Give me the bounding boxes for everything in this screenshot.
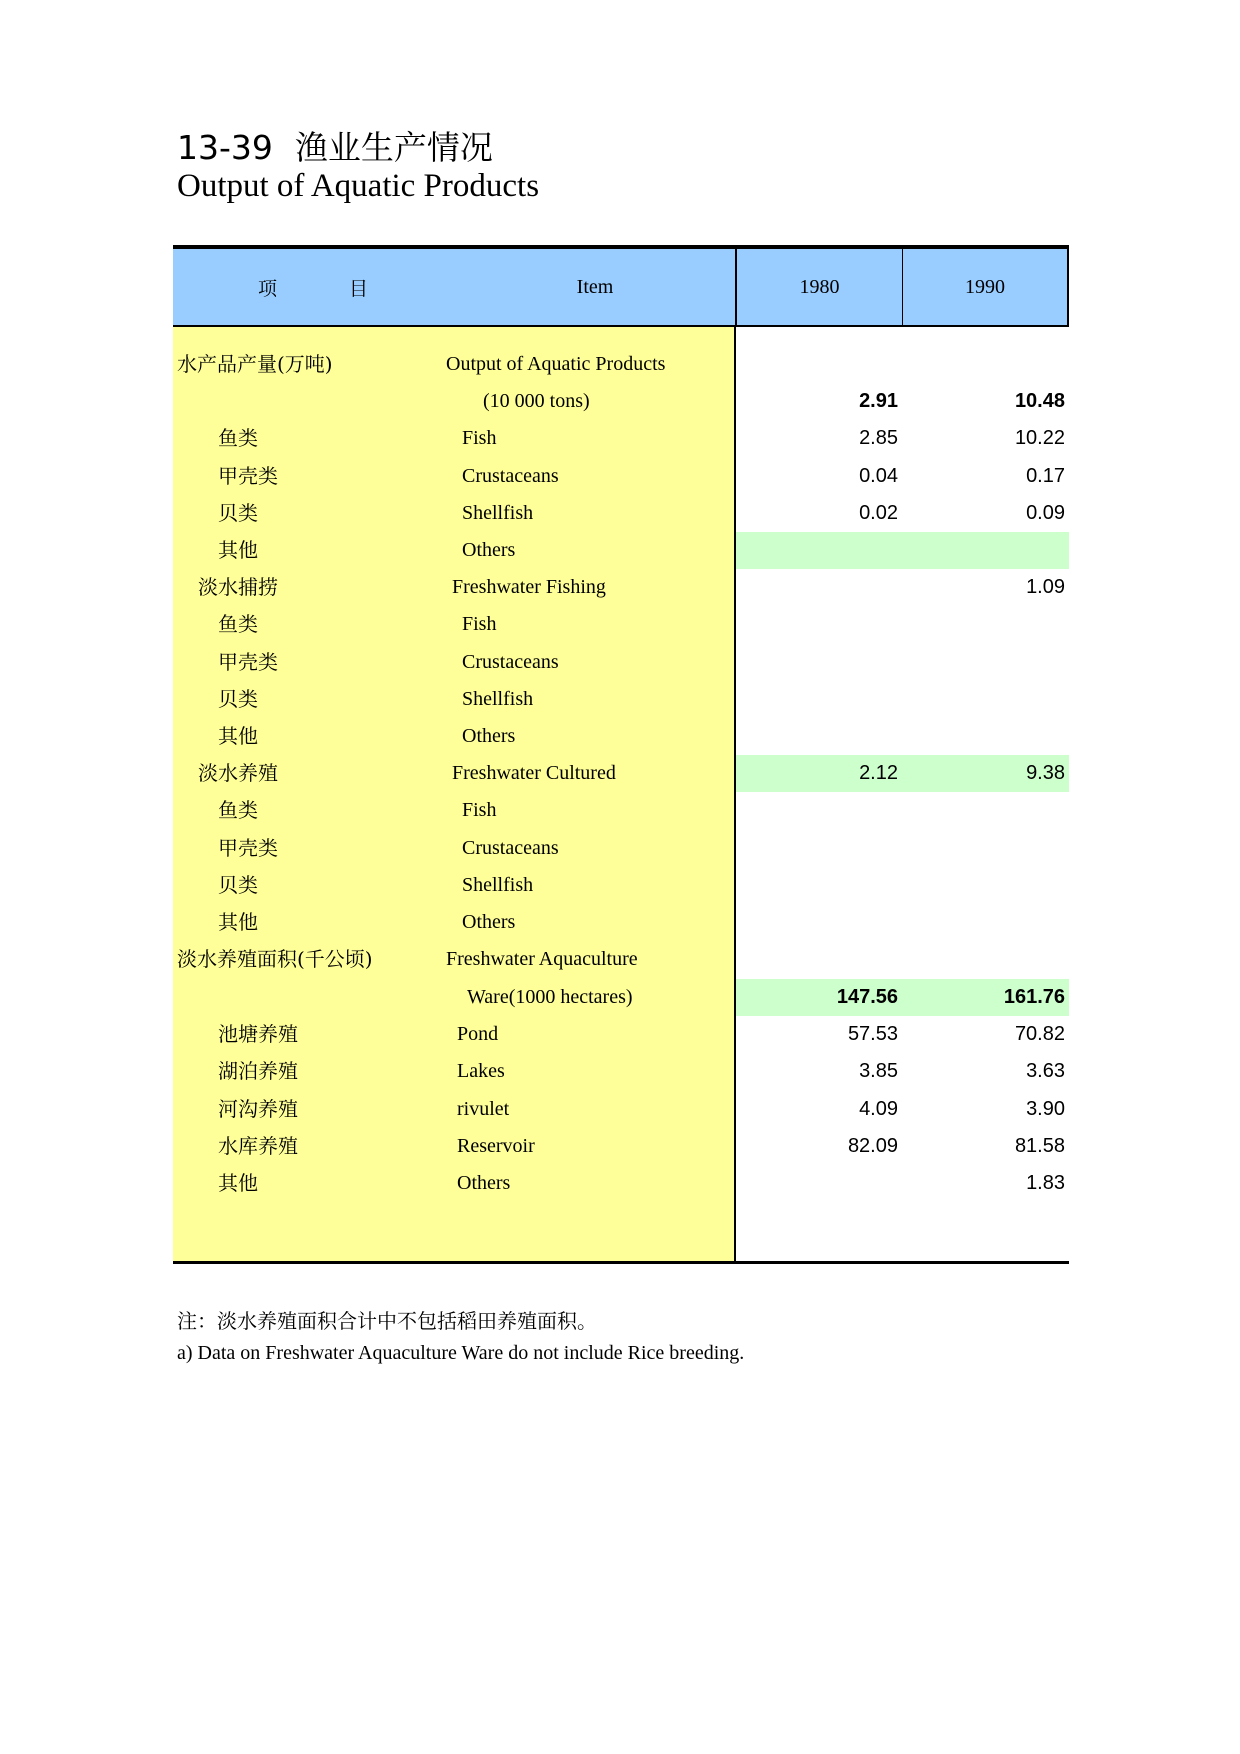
row-label-en: Shellfish bbox=[462, 874, 534, 896]
row-label-cn: 鱼类 bbox=[218, 612, 258, 636]
value-1990: 161.76 bbox=[1003, 986, 1065, 1008]
value-1990 bbox=[903, 718, 1065, 755]
row-label-en: Fish bbox=[462, 427, 497, 449]
table-row bbox=[173, 755, 1069, 792]
value-1990: 10.22 bbox=[1014, 427, 1065, 449]
value-1990 bbox=[903, 830, 1065, 867]
value-1980 bbox=[736, 830, 898, 867]
row-label-en: Crustaceans bbox=[462, 837, 559, 859]
row-label-cn: 甲壳类 bbox=[218, 836, 278, 860]
value-1990: 9.38 bbox=[1026, 762, 1065, 784]
row-label-cn: 贝类 bbox=[218, 687, 258, 711]
row-label-en: Shellfish bbox=[462, 688, 534, 710]
row-label-cn: 其他 bbox=[218, 538, 258, 562]
table-row bbox=[173, 830, 1069, 867]
row-label-cn: 其他 bbox=[218, 724, 258, 748]
data-table bbox=[173, 245, 1069, 1263]
header-year-1990: 1990 bbox=[903, 249, 1069, 325]
bottom-rule bbox=[173, 1261, 1069, 1264]
row-label-cn: 甲壳类 bbox=[218, 464, 278, 488]
row-label-cn: 淡水养殖 bbox=[198, 761, 278, 785]
row-label-cn: 池塘养殖 bbox=[218, 1022, 298, 1046]
value-1990: 3.90 bbox=[1026, 1098, 1065, 1120]
row-label-cn: 河沟养殖 bbox=[218, 1097, 298, 1121]
row-label-cn: 贝类 bbox=[218, 501, 258, 525]
value-1980 bbox=[736, 941, 898, 978]
row-label-en: Freshwater Cultured bbox=[452, 762, 616, 784]
value-1980: 0.04 bbox=[859, 465, 898, 487]
row-label-en: (10 000 tons) bbox=[483, 390, 590, 412]
table-row bbox=[173, 718, 1069, 755]
value-1980 bbox=[736, 606, 898, 643]
table-row bbox=[173, 1016, 1069, 1053]
table-row bbox=[173, 458, 1069, 495]
value-1990 bbox=[903, 904, 1065, 941]
row-label-cn: 水产品产量(万吨) bbox=[177, 352, 333, 376]
value-1990: 1.09 bbox=[1026, 576, 1065, 598]
value-1980 bbox=[736, 867, 898, 904]
row-label-cn: 其他 bbox=[218, 1171, 258, 1195]
row-label-en: Others bbox=[457, 1172, 511, 1194]
row-label-cn: 湖泊养殖 bbox=[218, 1059, 298, 1083]
value-1990: 3.63 bbox=[1026, 1060, 1065, 1082]
row-label-en: Fish bbox=[462, 799, 497, 821]
value-1990 bbox=[903, 532, 1065, 569]
value-1980: 57.53 bbox=[847, 1023, 898, 1045]
row-label-cn: 鱼类 bbox=[218, 798, 258, 822]
table-row bbox=[173, 941, 1069, 978]
value-1980: 2.85 bbox=[859, 427, 898, 449]
value-1980 bbox=[736, 904, 898, 941]
row-label-en: Others bbox=[462, 539, 516, 561]
table-row bbox=[173, 1053, 1069, 1090]
value-1980 bbox=[736, 569, 898, 606]
value-1980 bbox=[736, 718, 898, 755]
row-label-cn: 淡水养殖面积(千公顷) bbox=[177, 947, 373, 971]
row-label-en: Crustaceans bbox=[462, 465, 559, 487]
row-label-en: Freshwater Fishing bbox=[452, 576, 606, 598]
table-row bbox=[173, 792, 1069, 829]
value-1990: 1.83 bbox=[1026, 1172, 1065, 1194]
header-year-1980: 1980 bbox=[735, 249, 903, 325]
table-row bbox=[173, 1128, 1069, 1165]
value-1990 bbox=[903, 606, 1065, 643]
value-1990: 0.17 bbox=[1026, 465, 1065, 487]
footnote-en: a) Data on Freshwater Aquaculture Ware do not include Rice breeding. bbox=[177, 1342, 745, 1364]
footnote-cn: 注：淡水养殖面积合计中不包括稻田养殖面积。 bbox=[177, 1309, 597, 1333]
value-1980: 0.02 bbox=[859, 502, 898, 524]
value-1990 bbox=[903, 681, 1065, 718]
row-label-cn: 贝类 bbox=[218, 873, 258, 897]
value-1980: 4.09 bbox=[859, 1098, 898, 1120]
value-1990: 10.48 bbox=[1014, 390, 1065, 412]
table-row bbox=[173, 532, 1069, 569]
table-row bbox=[173, 606, 1069, 643]
row-label-en: Output of Aquatic Products bbox=[446, 353, 666, 375]
header-item-cn-b: 目 bbox=[349, 277, 371, 300]
value-1990: 0.09 bbox=[1026, 502, 1065, 524]
table-row bbox=[173, 867, 1069, 904]
value-1990: 81.58 bbox=[1014, 1135, 1065, 1157]
value-1990 bbox=[903, 644, 1065, 681]
row-label-en: Lakes bbox=[457, 1060, 505, 1082]
row-label-en: Fish bbox=[462, 613, 497, 635]
table-row bbox=[173, 904, 1069, 941]
value-1980 bbox=[736, 644, 898, 681]
page-title-cn bbox=[177, 122, 493, 169]
header-item-cn bbox=[173, 249, 455, 325]
value-1990: 70.82 bbox=[1014, 1023, 1065, 1045]
value-1980: 82.09 bbox=[847, 1135, 898, 1157]
table-number: 13-39 bbox=[177, 128, 273, 167]
value-1990 bbox=[903, 792, 1065, 829]
row-label-en: rivulet bbox=[457, 1098, 510, 1120]
table-row bbox=[173, 346, 1069, 383]
row-label-en: Shellfish bbox=[462, 502, 534, 524]
row-label-cn: 其他 bbox=[218, 910, 258, 934]
table-row bbox=[173, 644, 1069, 681]
table-row bbox=[173, 681, 1069, 718]
value-1980 bbox=[736, 681, 898, 718]
row-label-en: Reservoir bbox=[457, 1135, 535, 1157]
table-header bbox=[173, 249, 1069, 327]
row-label-cn: 甲壳类 bbox=[218, 650, 278, 674]
header-item-en: Item bbox=[576, 275, 614, 298]
value-1980 bbox=[736, 532, 898, 569]
table-row bbox=[173, 1165, 1069, 1202]
table-row bbox=[173, 569, 1069, 606]
value-1980: 147.56 bbox=[836, 986, 898, 1008]
row-label-en: Ware(1000 hectares) bbox=[467, 986, 633, 1008]
value-1980: 2.12 bbox=[859, 762, 898, 784]
row-label-en: Freshwater Aquaculture bbox=[446, 948, 638, 970]
row-label-en: Crustaceans bbox=[462, 651, 559, 673]
value-1980 bbox=[736, 792, 898, 829]
table-row bbox=[173, 420, 1069, 457]
table-row bbox=[173, 495, 1069, 532]
row-label-cn: 水库养殖 bbox=[218, 1134, 298, 1158]
row-label-cn: 鱼类 bbox=[218, 426, 258, 450]
value-1980: 2.91 bbox=[859, 390, 898, 412]
title-cn-text: 渔业生产情况 bbox=[294, 128, 493, 167]
row-label-en: Others bbox=[462, 911, 516, 933]
value-1980 bbox=[736, 346, 898, 383]
value-1990 bbox=[903, 941, 1065, 978]
header-item-cn-a: 项 bbox=[257, 277, 279, 300]
table-row bbox=[173, 383, 1069, 420]
value-1990 bbox=[903, 867, 1065, 904]
value-1980: 3.85 bbox=[859, 1060, 898, 1082]
row-label-en: Others bbox=[462, 725, 516, 747]
table-row bbox=[173, 1091, 1069, 1128]
row-label-en: Pond bbox=[457, 1023, 499, 1045]
table-row bbox=[173, 979, 1069, 1016]
page-title-en: Output of Aquatic Products bbox=[177, 168, 540, 204]
row-label-cn: 淡水捕捞 bbox=[198, 575, 278, 599]
value-1990 bbox=[903, 346, 1065, 383]
value-1980 bbox=[736, 1165, 898, 1202]
